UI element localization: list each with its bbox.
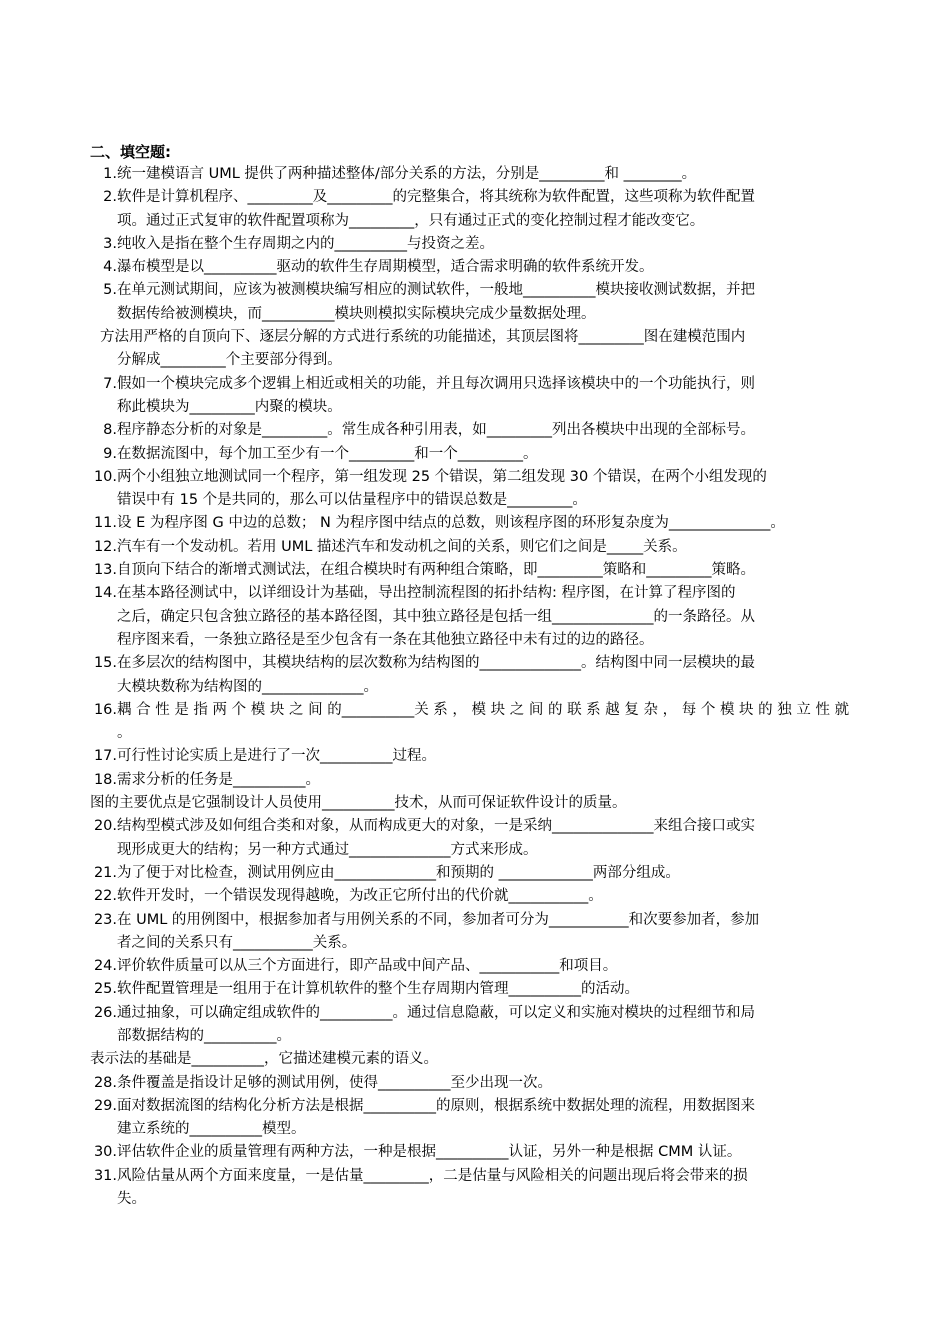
question-text-line: 。: [117, 725, 132, 742]
question-number: 2.: [103, 189, 117, 206]
question-number: 17.: [93, 748, 117, 765]
question-text-line: 在数据流图中，每个加工至少有一个_________和一个_________。: [117, 445, 538, 462]
question-item: [0, 1165, 950, 1212]
question-item: [0, 373, 950, 420]
question-number: 22.: [93, 888, 117, 905]
question-item: [0, 909, 950, 956]
question-text-line: 现形成更大的结构；另一种方式通过______________方式来形成。: [117, 841, 538, 858]
question-text-line: 两个小组独立地测试同一个程序，第一组发现 25 个错误，第二组发现 30 个错误，在两个小组发现的: [117, 468, 767, 485]
question-item: [0, 792, 950, 815]
question-number: 1.: [103, 166, 117, 182]
question-text-line: 为了便于对比检查，测试用例应由______________和预期的 _____________两部分组成。: [117, 864, 680, 881]
question-text-line: 自顶向下结合的渐增式测试法，在组合模块时有两种组合策略，即_________策略和_________策略。: [117, 562, 755, 579]
question-number: 9.: [103, 445, 117, 462]
question-item: [0, 233, 950, 256]
question-item: [0, 769, 950, 792]
question-number: 18.: [93, 771, 117, 788]
question-number: 14.: [93, 585, 117, 602]
question-item: [0, 256, 950, 279]
question-text-line: 纯收入是指在整个生存周期之内的__________与投资之差。: [117, 235, 494, 252]
question-text-line: 在多层次的结构图中，其模块结构的层次数称为结构图的______________。结构图中同一层模块的最: [117, 655, 755, 672]
question-text-line: 程序静态分析的对象是_________。常生成各种引用表，如_________列出各模块中出现的全部标号。: [117, 422, 755, 439]
question-item: [0, 466, 950, 513]
question-text-line: 图的主要优点是它强制设计人员使用__________技术，从而可保证软件设计的质量。: [90, 795, 627, 812]
question-item: [0, 1072, 950, 1095]
question-text-line: 建立系统的__________模型。: [117, 1121, 306, 1138]
question-text-line: 软件开发时，一个错误发现得越晚，为改正它所付出的代价就___________。: [117, 888, 603, 905]
question-text-line: 数据传给被测模块，而__________模块则模拟实际模块完成少量数据处理。: [117, 305, 596, 322]
question-number: 26.: [93, 1004, 117, 1021]
question-list: [0, 163, 950, 1211]
question-text-line: 在基本路径测试中，以详细设计为基础，导出控制流程图的拓扑结构: 程序图，在计算了程序图的: [117, 585, 736, 602]
question-item: [0, 815, 950, 862]
question-text-line: 程序图来看，一条独立路径是至少包含有一条在其他独立路径中未有过的边的路径。: [117, 631, 654, 648]
question-text-line: 风险估量从两个方面来度量，一是估量_________，二是估量与风险相关的问题出现后将会带来的损: [117, 1167, 748, 1184]
question-text-line: 评估软件企业的质量管理有两种方法，一种是根据__________认证，另外一种是根据 CMM 认证。: [117, 1144, 742, 1161]
question-text-line: 之后，确定只包含独立路径的基本路径图，其中独立路径是包括一组______________的一条路径。从: [117, 608, 755, 625]
question-item: [0, 978, 950, 1001]
question-number: 29.: [93, 1097, 117, 1114]
question-item: [0, 163, 950, 186]
question-text-line: 结构型模式涉及如何组合类和对象，从而构成更大的对象，一是采纳______________来组合接口或实: [117, 818, 755, 835]
question-number: 28.: [93, 1074, 117, 1091]
question-item: [0, 326, 950, 373]
question-text-line: 耦 合 性 是 指 两 个 模 块 之 间 的__________关 系 ， 模 块 之 间 的 联 系 越 复 杂 ， 每 个 模 块 的 独 立 性 就: [117, 701, 850, 718]
question-item: [0, 419, 950, 442]
question-text-line: 条件覆盖是指设计足够的测试用例，使得__________至少出现一次。: [117, 1074, 552, 1091]
question-text-line: 评价软件质量可以从三个方面进行，即产品或中间产品、___________和项目。: [117, 958, 618, 975]
question-item: [0, 279, 950, 326]
question-number: 20.: [93, 818, 117, 835]
question-text-line: 项。通过正式复审的软件配置项称为_________，只有通过正式的变化控制过程才能改变它。: [117, 212, 705, 229]
question-number: 3.: [103, 235, 117, 252]
question-text-line: 统一建模语言 UML 提供了两种描述整体/部分关系的方法，分别是_________和 ________。: [117, 166, 697, 182]
question-number: 4.: [103, 259, 117, 276]
question-text-line: 方法用严格的自顶向下、逐层分解的方式进行系统的功能描述，其顶层图将_________图在建模范围内: [100, 329, 746, 346]
section-title: 二、填空题:: [90, 143, 171, 161]
question-text-line: 软件是计算机程序、_________及_________的完整集合，将其统称为软件配置，这些项称为软件配置: [117, 189, 755, 206]
question-item: [0, 885, 950, 908]
question-item: [0, 955, 950, 978]
question-number: 15.: [93, 655, 117, 672]
question-text-line: 表示法的基础是__________，它描述建模元素的语义。: [90, 1051, 438, 1068]
question-item: [0, 862, 950, 885]
question-item: [0, 699, 950, 746]
question-text-line: 假如一个模块完成多个逻辑上相近或相关的功能，并且每次调用只选择该模块中的一个功能执行，则: [117, 375, 755, 392]
question-text-line: 大模块数称为结构图的______________。: [117, 678, 378, 695]
question-text-line: 错误中有 15 个是共同的，那么可以估量程序中的错误总数是_________。: [117, 492, 587, 509]
question-item: [0, 559, 950, 582]
question-text-line: 汽车有一个发动机。若用 UML 描述汽车和发动机之间的关系，则它们之间是_____关系。: [117, 538, 687, 555]
question-item: [0, 1048, 950, 1071]
question-number: 30.: [93, 1144, 117, 1161]
question-number: 10.: [93, 468, 117, 485]
question-text-line: 失。: [117, 1191, 146, 1208]
question-text-line: 在单元测试期间，应该为被测模块编写相应的测试软件，一般地__________模块接收测试数据，并把: [117, 282, 755, 299]
question-number: 5.: [103, 282, 117, 299]
question-number: 31.: [93, 1167, 117, 1184]
question-text-line: 在 UML 的用例图中，根据参加者与用例关系的不同，参加者可分为___________和次要参加者，参加: [117, 911, 760, 928]
question-item: [0, 536, 950, 559]
question-number: 13.: [93, 562, 117, 579]
question-item: [0, 745, 950, 768]
question-text-line: 称此模块为_________内聚的模块。: [117, 398, 342, 415]
question-text-line: 面对数据流图的结构化分析方法是根据__________的原则，根据系统中数据处理的流程，用数据图来: [117, 1097, 755, 1114]
question-item: [0, 186, 950, 233]
question-item: [0, 1002, 950, 1049]
question-number: 24.: [93, 958, 117, 975]
question-text-line: 瀑布模型是以__________驱动的软件生存周期模型，适合需求明确的软件系统开发。: [117, 259, 654, 276]
question-text-line: 分解成_________个主要部分得到。: [117, 352, 342, 369]
question-text-line: 通过抽象，可以确定组成软件的__________。通过信息隐蔽，可以定义和实施对模块的过程细节和局: [117, 1004, 755, 1021]
question-text-line: 者之间的关系只有___________关系。: [117, 934, 357, 951]
question-item: [0, 582, 950, 652]
question-number: 8.: [103, 422, 117, 439]
question-item: [0, 1141, 950, 1164]
question-text-line: 可行性讨论实质上是进行了一次__________过程。: [117, 748, 436, 765]
question-number: 25.: [93, 981, 117, 998]
question-text-line: 软件配置管理是一组用于在计算机软件的整个生存周期内管理__________的活动。: [117, 981, 639, 998]
question-number: 11.: [93, 515, 117, 532]
question-text-line: 设 E 为程序图 G 中边的总数； N 为程序图中结点的总数，则该程序图的环形复杂度为______________。: [117, 515, 785, 532]
question-item: [0, 1095, 950, 1142]
question-item: [0, 443, 950, 466]
question-number: 7.: [103, 375, 117, 392]
question-number: 21.: [93, 864, 117, 881]
question-text-line: 需求分析的任务是__________。: [117, 771, 320, 788]
question-text-line: 部数据结构的__________。: [117, 1027, 291, 1044]
question-number: 16.: [93, 701, 117, 718]
question-item: [0, 512, 950, 535]
question-number: 12.: [93, 538, 117, 555]
question-item: [0, 652, 950, 699]
question-number: 23.: [93, 911, 117, 928]
